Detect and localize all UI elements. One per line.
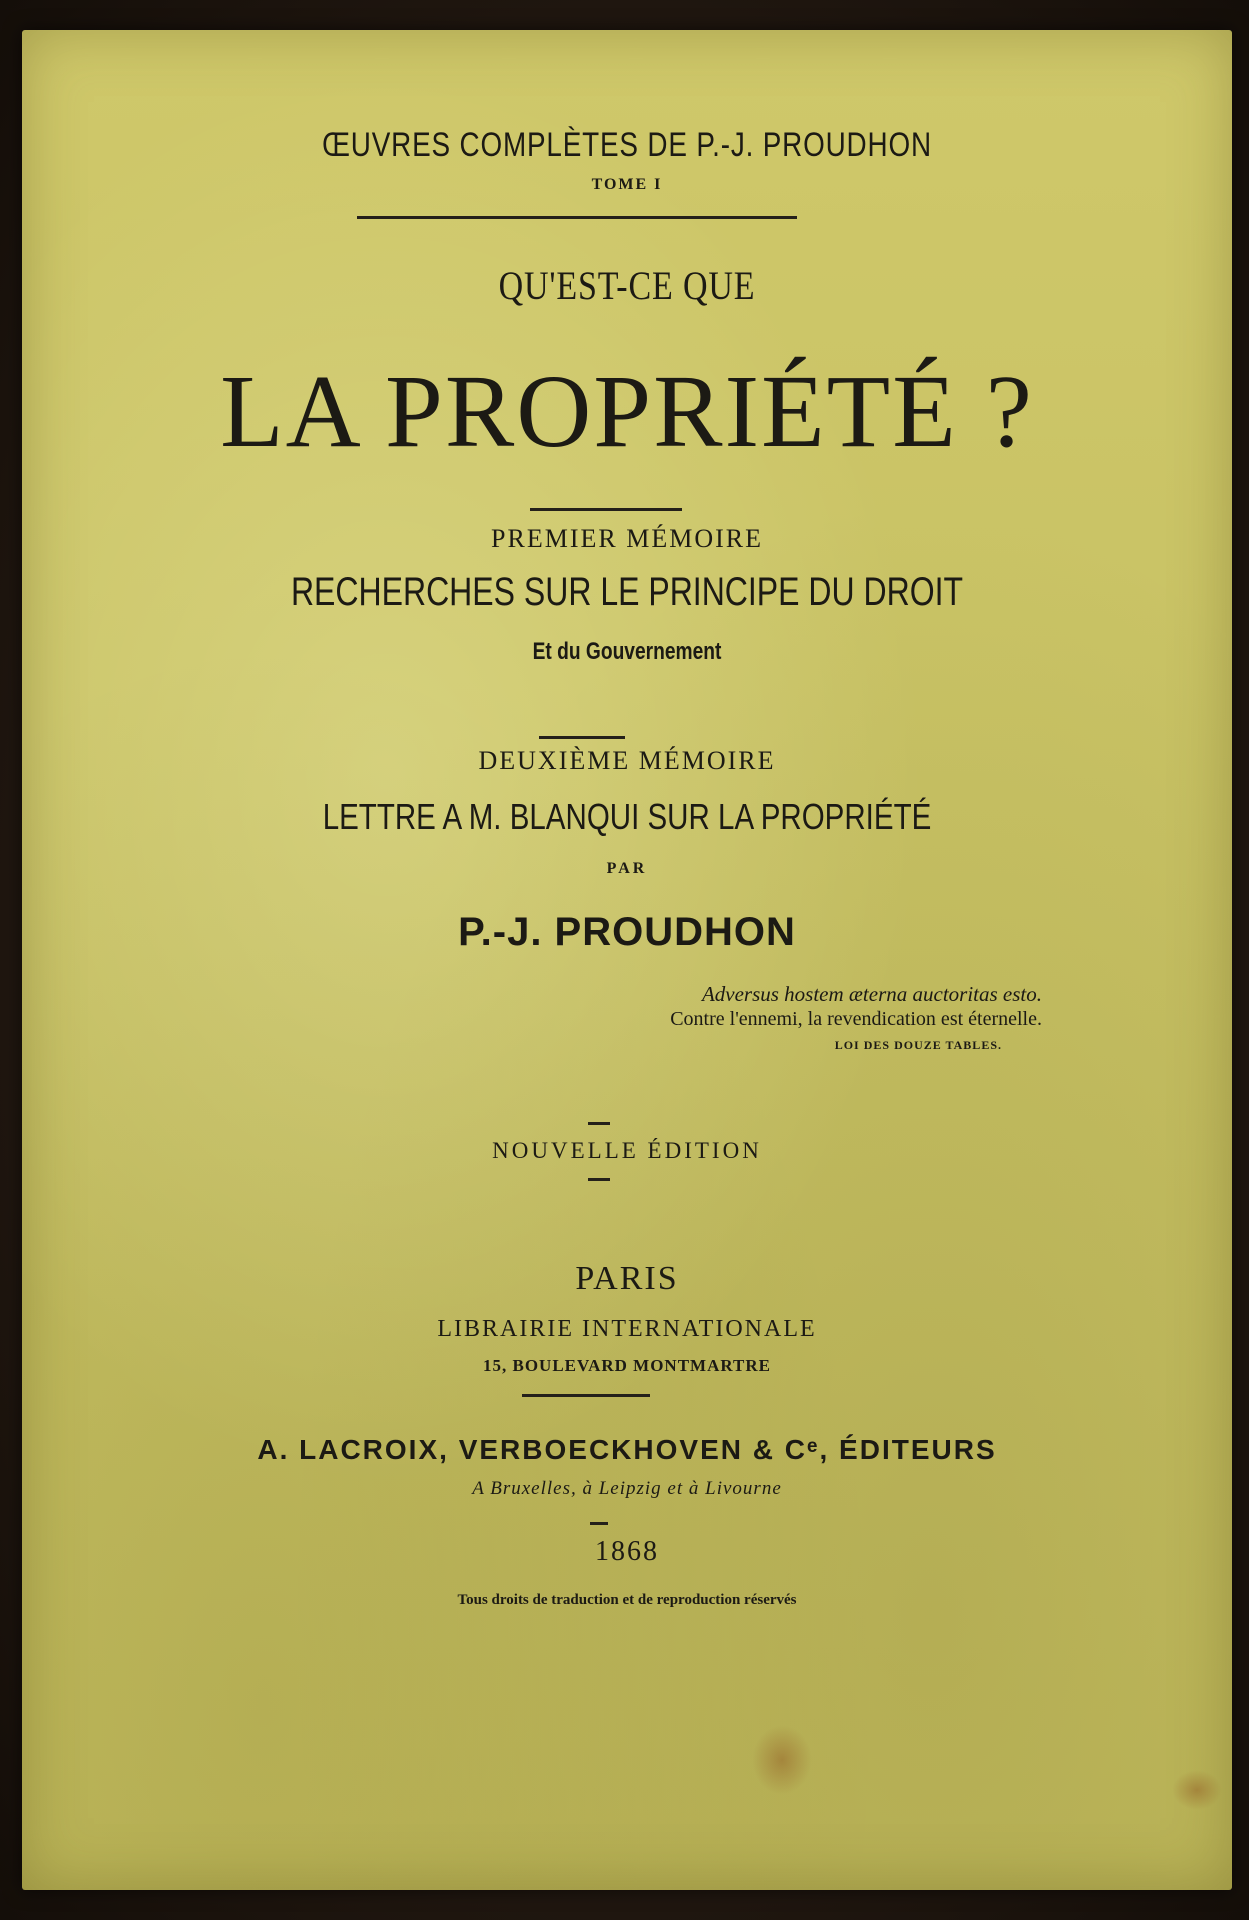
divider-rule xyxy=(530,508,682,511)
memoir2-title: LETTRE A M. BLANQUI SUR LA PROPRIÉTÉ xyxy=(322,796,932,837)
stain-mark xyxy=(752,1725,812,1795)
memoir1-heading: PREMIER MÉMOIRE xyxy=(491,524,763,553)
volume-number: TOME I xyxy=(591,176,663,193)
memoir1-subtitle: Et du Gouvernement xyxy=(532,638,722,665)
bookseller-address: 15, BOULEVARD MONTMARTRE xyxy=(482,1356,772,1375)
memoir2-heading: DEUXIÈME MÉMOIRE xyxy=(478,746,776,775)
title-intro: QU'EST-CE QUE xyxy=(498,263,756,308)
publisher-name: A. LACROIX, VERBOECKHOVEN & Cᵉ, ÉDITEURS xyxy=(257,1434,997,1465)
publisher-locations: A Bruxelles, à Leipzig et à Livourne xyxy=(472,1478,782,1499)
publication-city: PARIS xyxy=(575,1260,679,1297)
stain-mark xyxy=(1172,1770,1222,1810)
bookseller-name: LIBRAIRIE INTERNATIONALE xyxy=(437,1316,817,1342)
author-name: P.-J. PROUDHON xyxy=(458,910,796,954)
motto-latin: Adversus hostem æterna auctoritas esto. xyxy=(701,982,1042,1006)
main-title: LA PROPRIÉTÉ ? xyxy=(220,354,1034,469)
motto-french: Contre l'ennemi, la revendication est éternelle. xyxy=(670,1008,1042,1030)
divider-rule xyxy=(588,1122,610,1125)
motto-source: LOI DES DOUZE TABLES. xyxy=(834,1038,1002,1052)
divider-rule xyxy=(357,216,797,219)
divider-rule xyxy=(539,736,625,739)
divider-rule xyxy=(588,1178,610,1181)
rights-notice: Tous droits de traduction et de reproduction réservés xyxy=(457,1592,797,1608)
series-title: ŒUVRES COMPLÈTES DE P.-J. PROUDHON xyxy=(322,126,932,164)
publication-year: 1868 xyxy=(595,1536,659,1567)
divider-rule xyxy=(522,1394,650,1397)
divider-rule xyxy=(590,1522,608,1525)
edition-label: NOUVELLE ÉDITION xyxy=(492,1138,762,1163)
by-label: PAR xyxy=(606,860,648,877)
memoir1-title: RECHERCHES SUR LE PRINCIPE DU DROIT xyxy=(290,570,964,614)
book-cover xyxy=(22,30,1232,1890)
